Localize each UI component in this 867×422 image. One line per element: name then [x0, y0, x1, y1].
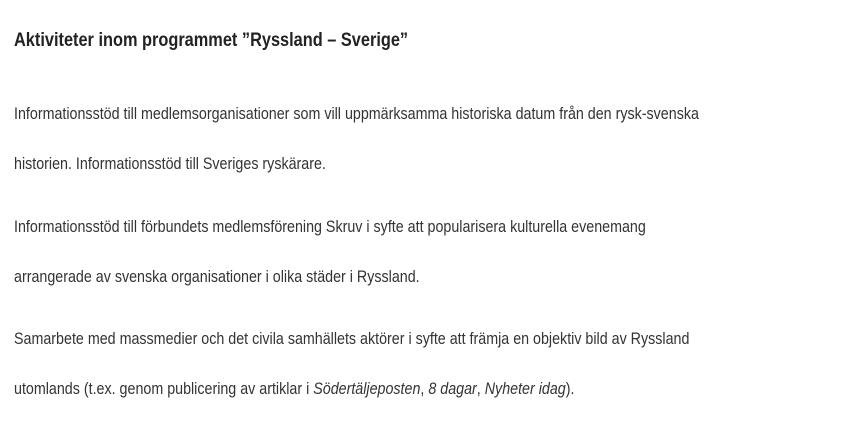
- publication-name: Nyheter idag: [484, 379, 566, 398]
- page-title: Aktiviteter inom programmet ”Ryssland – Sverige”: [14, 30, 409, 51]
- paragraph-line: Samarbete med massmedier och det civila samhällets aktörer i syfte att främja en objektiv bild av Ryssland: [14, 329, 690, 348]
- paragraph-line: arrangerade av svenska organisationer i olika städer i Ryssland.: [14, 267, 420, 286]
- line-text: utomlands (t.ex. genom publicering av artiklar i: [14, 379, 314, 398]
- paragraph-media-cooperation: [14, 314, 689, 414]
- paragraph-line: Informationsstöd till förbundets medlemsförening Skruv i syfte att popularisera kulturella evenemang: [14, 217, 646, 236]
- paragraph-line: historien. Informationsstöd till Sveriges ryskärare.: [14, 154, 326, 173]
- publication-name: Södertäljeposten: [313, 379, 421, 398]
- separator: ,: [476, 379, 485, 398]
- paragraph-line: Informationsstöd till medlemsorganisationer som vill uppmärksamma historiska datum från den rysk-svenska: [14, 104, 699, 123]
- paragraph-skruv-support: [14, 202, 646, 302]
- separator: ,: [420, 379, 429, 398]
- publication-name: 8 dagar: [428, 379, 477, 398]
- line-text: ).: [565, 379, 575, 398]
- paragraph-information-support: [14, 89, 699, 189]
- paragraph-line: [14, 364, 689, 414]
